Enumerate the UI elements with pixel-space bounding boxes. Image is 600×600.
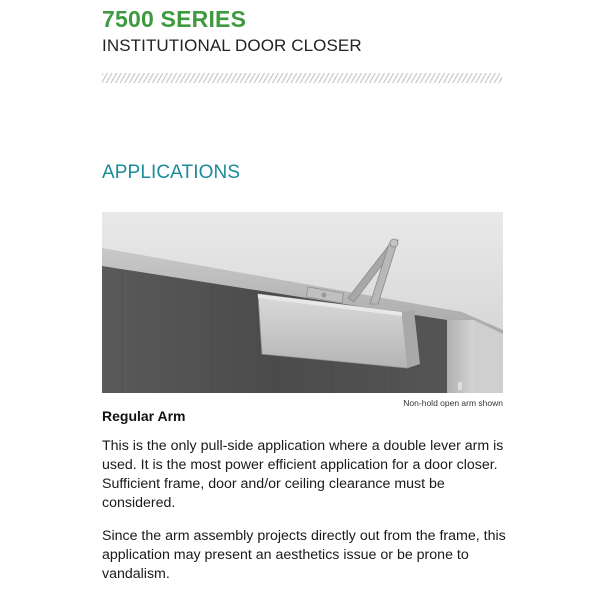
- paragraph-1: This is the only pull-side application where a double lever arm is used. It is the most power efficient application for a door closer. Sufficient frame, door and/or ceiling clearance must be considered.: [102, 438, 504, 511]
- door-closer-photo: [102, 212, 503, 393]
- hatch-divider: [102, 73, 502, 83]
- series-title: 7500 SERIES: [102, 6, 247, 32]
- product-title: INSTITUTIONAL DOOR CLOSER: [102, 36, 362, 55]
- subheading-regular-arm: Regular Arm: [102, 408, 186, 424]
- figure-caption: Non-hold open arm shown: [403, 398, 503, 408]
- paragraph-2: Since the arm assembly projects directly out from the frame, this application may present an aesthetics issue or be prone to vandalism.: [102, 528, 506, 582]
- section-heading: APPLICATIONS: [102, 162, 241, 183]
